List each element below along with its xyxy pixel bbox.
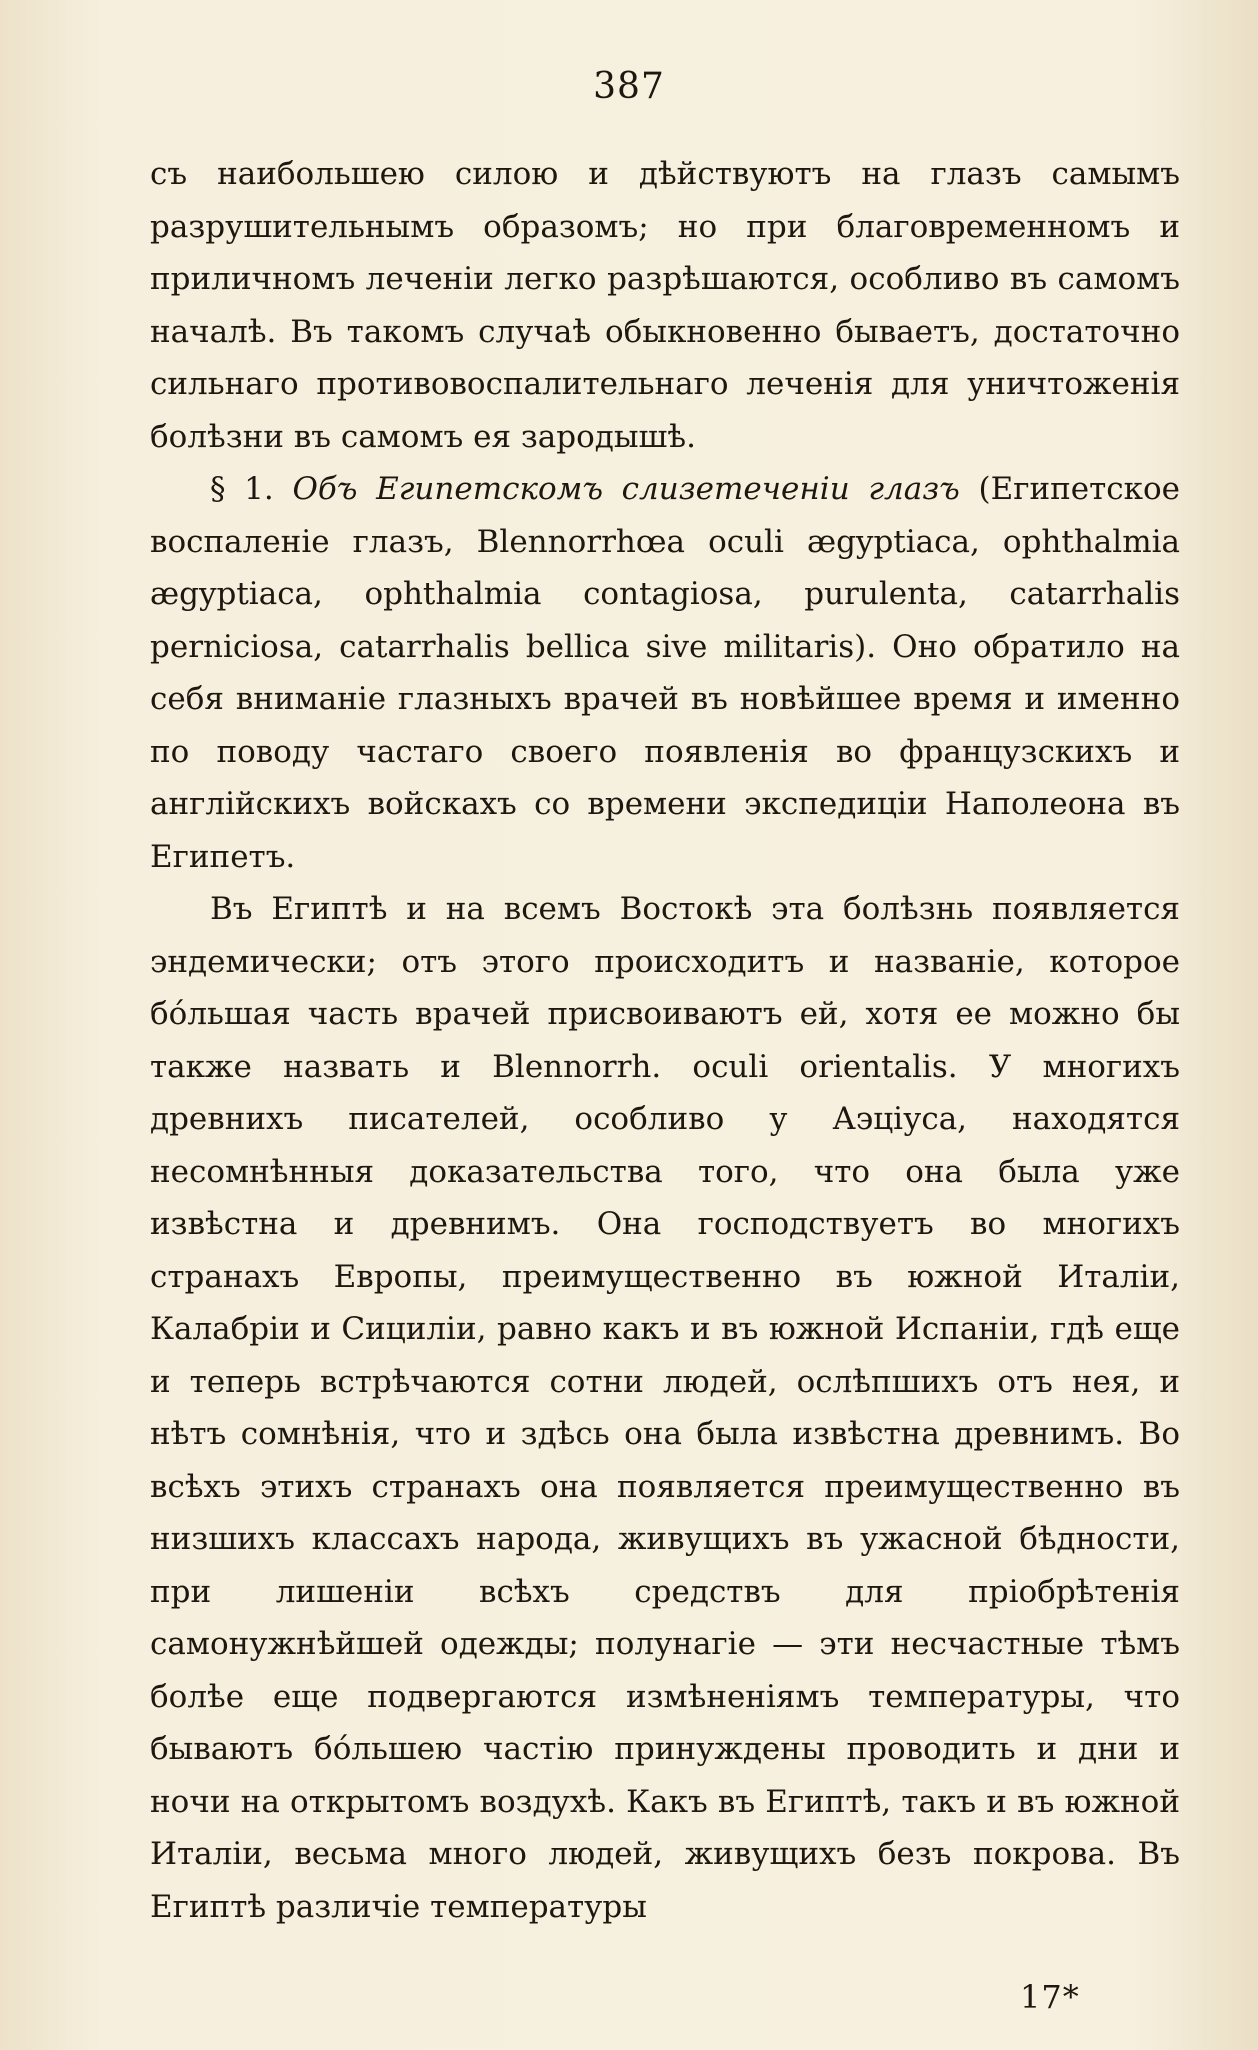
- paragraph-1: съ наибольшею силою и дѣйствуютъ на глазъ самымъ разрушительнымъ образомъ; но при благовременномъ и приличномъ леченіи легко разрѣшаются, особливо въ самомъ началѣ. Въ такомъ случаѣ обыкновенно бываетъ, достаточно сильнаго противовоспалительнаго леченія для уничтоженія болѣзни въ самомъ ея зародышѣ.: [150, 156, 1180, 455]
- page-number: 387: [593, 66, 665, 107]
- section-body: (Египетское воспаленіе глазъ, Blennorrhœa oculi ægyptiaca, ophthalmia ægyptiaca, ophthalmia contagiosa, purulenta, catarrhalis perniciosa, catarrhalis bellica sive militaris). Оно обратило на себя вниманіе глазныхъ врачей въ новѣйшее время и именно по поводу частаго своего появленія во французскихъ и англійскихъ войскахъ со времени экспедиціи Наполеона въ Египетъ.: [150, 471, 1181, 875]
- paragraph-2: [150, 463, 1180, 883]
- section-title: Объ Египетскомъ слизетеченіи глазъ: [292, 471, 960, 507]
- section-mark: § 1.: [210, 471, 274, 507]
- paragraph-3: Въ Египтѣ и на всемъ Востокѣ эта болѣзнь появляется эндемически; отъ этого происходитъ и названіе, которое бо́льшая часть врачей присвоиваютъ ей, хотя ее можно бы также назвать и Blennorrh. oculi orientalis. У многихъ древнихъ писателей, особливо у Аэціуса, находятся несомнѣнныя доказательства того, что она была уже извѣстна и древнимъ. Она господствуетъ во многихъ странахъ Европы, преимущественно въ южной Италіи, Калабріи и Сициліи, равно какъ и въ южной Испаніи, гдѣ еще и теперь встрѣчаются сотни людей, ослѣпшихъ отъ нея, и нѣтъ сомнѣнія, что и здѣсь она была извѣстна древнимъ. Во всѣхъ этихъ странахъ она появляется преимущественно въ низшихъ классахъ народа, живущихъ въ ужасной бѣдности, при лишеніи всѣхъ средствъ для пріобрѣтенія самонужнѣйшей одежды; полунагіе — эти несчастные тѣмъ болѣе еще подвергаются измѣненіямъ температуры, что бываютъ бо́льшею частію принуждены проводить и дни и ночи на открытомъ воздухѣ. Какъ въ Египтѣ, такъ и въ южной Италіи, весьма много людей, живущихъ безъ покрова. Въ Египтѣ различіе температуры: [150, 891, 1180, 1925]
- body-text: [150, 148, 1180, 1933]
- signature-mark: 17*: [1020, 1978, 1080, 2016]
